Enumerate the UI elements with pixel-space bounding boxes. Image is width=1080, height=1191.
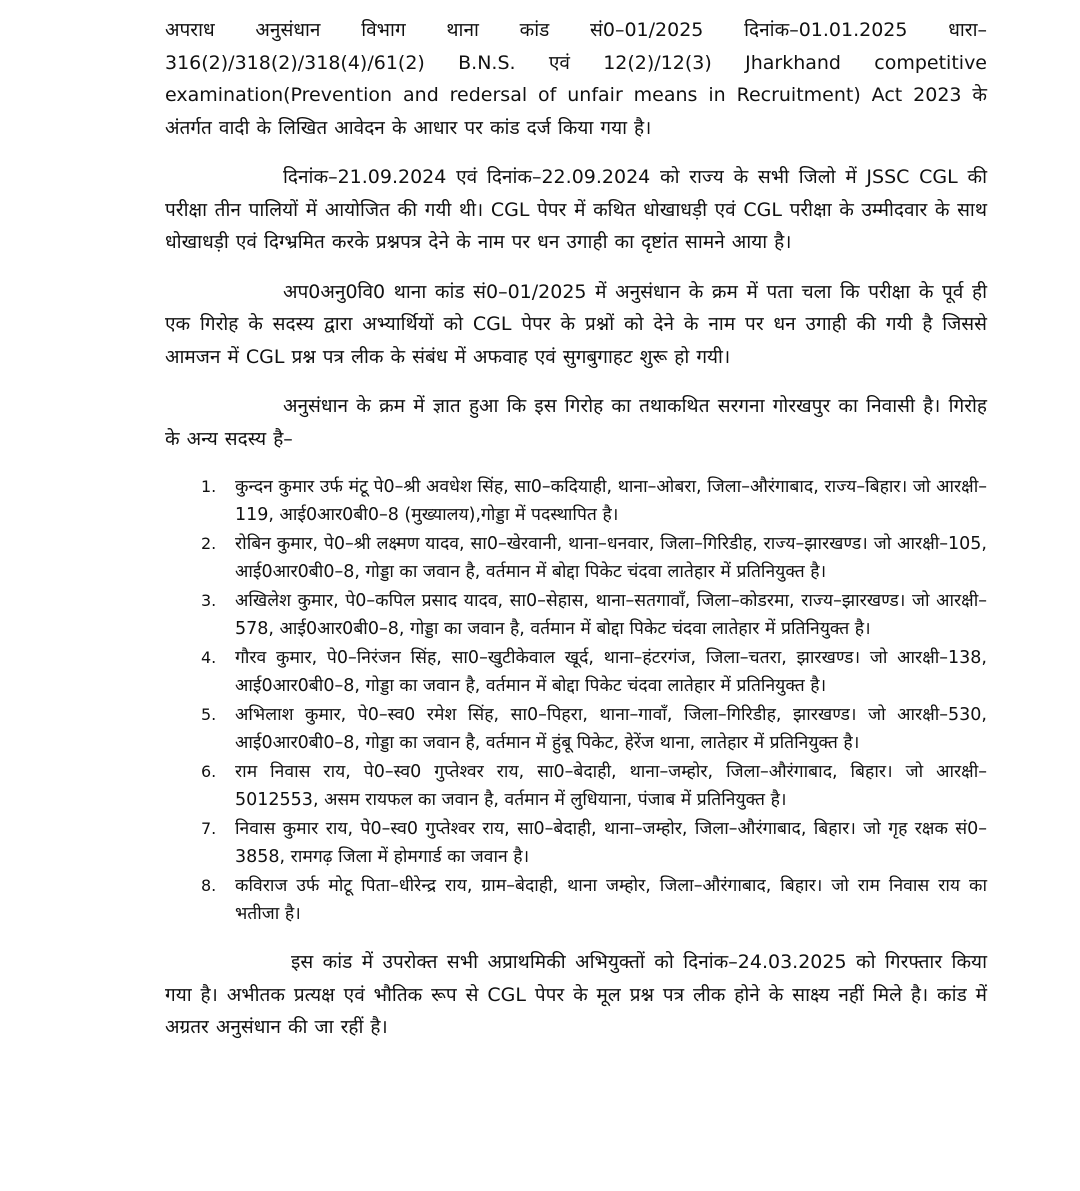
list-item-number: 2.: [201, 534, 217, 553]
conclusion-paragraph: इस कांड में उपरोक्त सभी अप्राथमिकी अभियुक्तों को दिनांक–24.03.2025 को गिरफ्तार किया गया है। अभीतक प्रत्यक्ष एवं भौतिक रूप से CGL पेपर के मूल प्रश्न पत्र लीक होने के साक्ष्य नहीं मिले है। कांड में अग्रतर अनुसंधान की जा रहीं है।: [165, 951, 987, 1038]
gang-members-list: [201, 473, 987, 928]
list-item-number: 3.: [201, 591, 217, 610]
exam-paragraph: दिनांक–21.09.2024 एवं दिनांक–22.09.2024 को राज्य के सभी जिलो में JSSC CGL की परीक्षा तीन पालियों में आयोजित की गयी थी। CGL पेपर में कथित धोखाधड़ी एवं CGL परीक्षा के उम्मीदवार के साथ धोखाधड़ी एवं दिग्भ्रमित करके प्रश्नपत्र देने के नाम पर धन उगाही का दृष्टांत सामने आया है।: [165, 166, 987, 253]
list-item-text: अखिलेश कुमार, पे0–कपिल प्रसाद यादव, सा0–सेहास, थाना–सतगावाँ, जिला–कोडरमा, राज्य–झारखण्ड। जो आरक्षी–578, आई0आर0बी0–8, गोड्डा का जवान है, वर्तमान में बोद्दा पिकेट चंदवा लातेहार में प्रतिनियुक्त है।: [235, 591, 987, 639]
list-item: [201, 758, 987, 814]
list-item-number: 7.: [201, 819, 217, 838]
list-item-text: गौरव कुमार, पे0–निरंजन सिंह, सा0–खुटीकेवाल खूर्द, थाना–हंटरगंज, जिला–चतरा, झारखण्ड। जो आरक्षी–138, आई0आर0बी0–8, गोड्डा का जवान है, वर्तमान में बोद्दा पिकेट चंदवा लातेहार में प्रतिनियुक्त है।: [235, 648, 987, 696]
list-item-text: राम निवास राय, पे0–स्व0 गुप्तेश्वर राय, सा0–बेदाही, थाना–जम्होर, जिला–औरंगाबाद, बिहार। जो आरक्षी–5012553, असम रायफल का जवान है, वर्तमान में लुधियाना, पंजाब में प्रतिनियुक्त है।: [235, 762, 987, 810]
list-item: [201, 587, 987, 643]
list-item-number: 8.: [201, 876, 217, 895]
gang-paragraph: अनुसंधान के क्रम में ज्ञात हुआ कि इस गिरोह का तथाकथित सरगना गोरखपुर का निवासी है। गिरोह के अन्य सदस्य है–: [165, 395, 987, 450]
list-item-number: 4.: [201, 648, 217, 667]
intro-paragraph: अपराध अनुसंधान विभाग थाना कांड सं0–01/2025 दिनांक–01.01.2025 धारा–316(2)/318(2)/318(4)/61(2) B.N.S. एवं 12(2)/12(3) Jharkhand competitive examination(Prevention and redersal of unfair means in Recruitment) Act 2023 के अंतर्गत वादी के लिखित आवेदन के आधार पर कांड दर्ज किया गया है।: [165, 19, 987, 139]
list-item: [201, 872, 987, 928]
document-page: [165, 14, 987, 1044]
list-item: [201, 473, 987, 529]
list-item-text: कविराज उर्फ मोटू पिता–धीरेन्द्र राय, ग्राम–बेदाही, थाना जम्होर, जिला–औरंगाबाद, बिहार। जो राम निवास राय का भतीजा है।: [235, 876, 987, 924]
list-item-text: रोबिन कुमार, पे0–श्री लक्ष्मण यादव, सा0–खेरवानी, थाना–धनवार, जिला–गिरिडीह, राज्य–झारखण्ड। जो आरक्षी–105, आई0आर0बी0–8, गोड्डा का जवान है, वर्तमान में बोद्दा पिकेट चंदवा लातेहार में प्रतिनियुक्त है।: [235, 534, 987, 582]
list-item-text: अभिलाश कुमार, पे0–स्व0 रमेश सिंह, सा0–पिहरा, थाना–गावाँ, जिला–गिरिडीह, झारखण्ड। जो आरक्षी–530, आई0आर0बी0–8, गोड्डा का जवान है, वर्तमान में हुंबू पिकेट, हेरेंज थाना, लातेहार में प्रतिनियुक्त है।: [235, 705, 987, 753]
list-item-number: 5.: [201, 705, 217, 724]
list-item-text: निवास कुमार राय, पे0–स्व0 गुप्तेश्वर राय, सा0–बेदाही, थाना–जम्होर, जिला–औरंगाबाद, बिहार। जो गृह रक्षक सं0–3858, रामगढ़ जिला में होमगार्ड का जवान है।: [235, 819, 987, 867]
list-item-text: कुन्दन कुमार उर्फ मंटू पे0–श्री अवधेश सिंह, सा0–कदियाही, थाना–ओबरा, जिला–औरंगाबाद, राज्य–बिहार। जो आरक्षी–119, आई0आर0बी0–8 (मुख्यालय),गोड्डा में पदस्थापित है।: [235, 477, 987, 525]
investigation-paragraph: अप0अनु0वि0 थाना कांड सं0–01/2025 में अनुसंधान के क्रम में पता चला कि परीक्षा के पूर्व ही एक गिरोह के सदस्य द्वारा अभ्यार्थियों को CGL पेपर के प्रश्नों को देने के नाम पर धन उगाही की गयी है जिससे आमजन में CGL प्रश्न पत्र लीक के संबंध में अफवाह एवं सुगबुगाहट शुरू हो गयी।: [165, 280, 987, 368]
list-item: [201, 815, 987, 871]
list-item-number: 6.: [201, 762, 217, 781]
list-item-number: 1.: [201, 477, 217, 496]
list-item: [201, 530, 987, 586]
list-item: [201, 701, 987, 757]
list-item: [201, 644, 987, 700]
